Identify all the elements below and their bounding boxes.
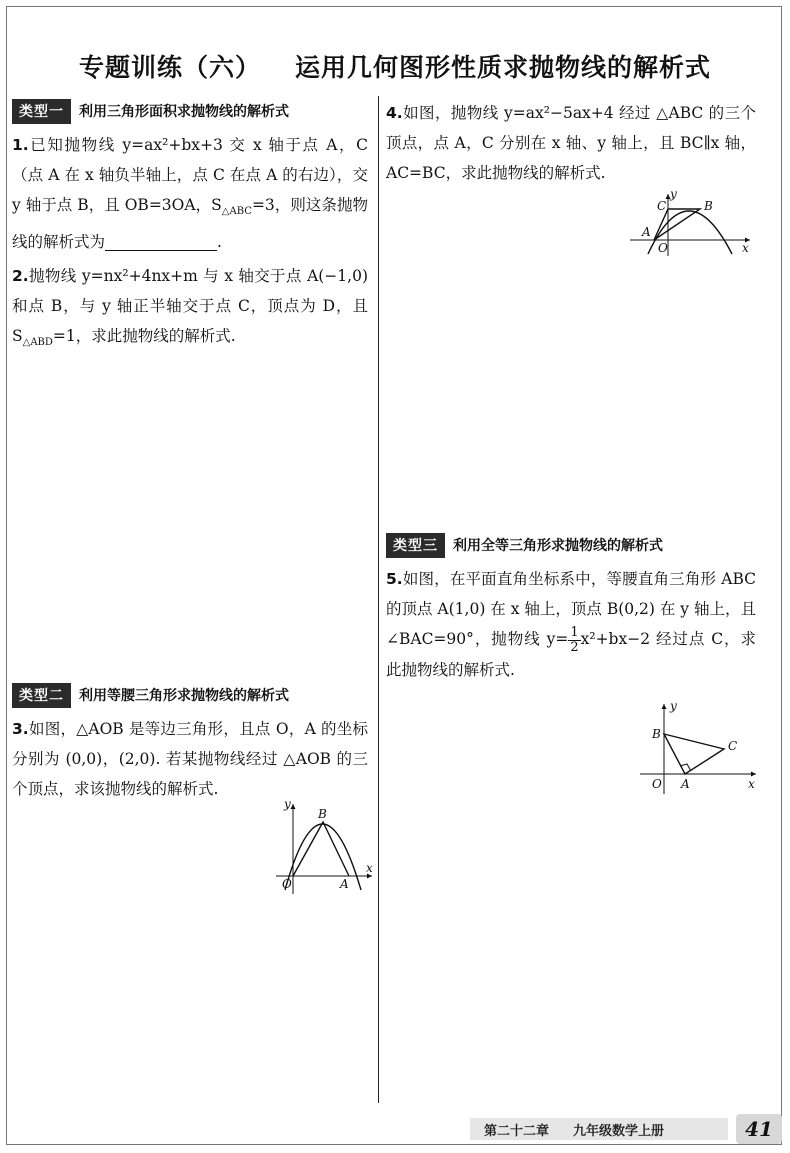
section-3-header bbox=[386, 532, 756, 558]
problem-4-number: 4. bbox=[386, 104, 403, 122]
problem-3-number: 3. bbox=[12, 720, 29, 738]
section-3-heading: 利用全等三角形求抛物线的解析式 bbox=[453, 538, 663, 554]
figure-3 bbox=[272, 798, 376, 898]
page-title bbox=[0, 48, 790, 84]
section-1-header bbox=[12, 98, 368, 124]
page-footer bbox=[470, 1113, 782, 1145]
label-o: O bbox=[652, 777, 662, 791]
right-column bbox=[386, 98, 756, 679]
problem-2-number: 2. bbox=[12, 267, 29, 286]
footer-book: 九年级数学上册 bbox=[573, 1123, 665, 1139]
label-c: C bbox=[657, 199, 667, 213]
label-x: x bbox=[366, 861, 373, 875]
problem-4-text: 如图，抛物线 y=ax²−5ax+4 经过 △ABC 的三个顶点，点 A，C 分别在 x 轴、y 轴上，且 BC∥x 轴，AC=BC，求此抛物线的解析式. bbox=[386, 104, 756, 182]
label-a: A bbox=[340, 877, 349, 891]
problem-3-text: 如图，△AOB 是等边三角形，且点 O，A 的坐标分别为 (0,0)，(2,0). 若某抛物线经过 △AOB 的三个顶点，求该抛物线的解析式. bbox=[12, 720, 368, 798]
fraction-one-half: $\frac{1}{2}$ bbox=[570, 624, 579, 655]
label-a: A bbox=[642, 225, 651, 239]
column-divider bbox=[378, 96, 379, 1103]
section-2-tag: 类型二 bbox=[12, 683, 71, 708]
parabola bbox=[285, 824, 361, 890]
section-3-tag: 类型三 bbox=[386, 533, 445, 558]
label-a: A bbox=[681, 777, 690, 791]
problem-5-text-a: 如图，在平面直角坐标系中，等腰直角三角形 ABC 的顶点 A(1,0) 在 x 轴上，顶点 B(0,2) 在 y 轴上，且 ∠BAC=90°，抛物线 y= bbox=[386, 570, 756, 648]
problem-1 bbox=[12, 130, 368, 257]
footer-bar bbox=[470, 1118, 728, 1140]
section-2-header bbox=[12, 682, 368, 708]
problem-1-text-b: =3，则这条抛物线的解析式为 bbox=[12, 196, 368, 252]
problem-2-text-a: 抛物线 y=nx²+4nx+m 与 x 轴交于点 A(−1,0) 和点 B，与 y 轴正半轴交于点 C，顶点为 D，且 S bbox=[12, 267, 368, 346]
problem-3 bbox=[12, 714, 368, 804]
section-2-heading: 利用等腰三角形求抛物线的解析式 bbox=[79, 688, 289, 704]
label-b: B bbox=[652, 727, 661, 741]
page-number: 41 bbox=[736, 1114, 782, 1144]
label-y: y bbox=[284, 798, 291, 811]
problem-1-text-a: 已知抛物线 y=ax²+bx+3 交 x 轴于点 A，C（点 A 在 x 轴负半轴上，点 C 在点 A 的右边），交 y 轴于点 B，且 OB=3OA，S bbox=[12, 136, 368, 214]
title-part1: 专题训练（六） bbox=[78, 53, 261, 82]
problem-5-number: 5. bbox=[386, 570, 403, 588]
problem-1-number: 1. bbox=[12, 136, 29, 154]
problem-1-end: . bbox=[217, 233, 222, 252]
triangle-abc bbox=[654, 209, 700, 240]
triangle-abc bbox=[664, 734, 724, 774]
label-o: O bbox=[282, 877, 292, 891]
problem-5-text-b: x²+bx−2 经过点 C，求此抛物线的解析式. bbox=[386, 630, 756, 679]
section-1-tag: 类型一 bbox=[12, 99, 71, 124]
label-x: x bbox=[742, 241, 749, 255]
problem-4 bbox=[386, 98, 756, 188]
problem-2-text-b: =1，求此抛物线的解析式. bbox=[52, 327, 236, 346]
problem-2-sub: △ABD bbox=[22, 337, 53, 349]
label-b: B bbox=[704, 199, 713, 213]
label-c: C bbox=[728, 739, 738, 753]
answer-blank[interactable] bbox=[105, 230, 217, 251]
footer-chapter: 第二十二章 bbox=[484, 1123, 550, 1139]
label-y: y bbox=[670, 699, 677, 713]
figure-5 bbox=[636, 698, 760, 802]
left-column bbox=[12, 98, 368, 798]
problem-2 bbox=[12, 261, 368, 358]
label-o: O bbox=[658, 241, 668, 255]
label-x: x bbox=[748, 777, 755, 791]
problem-1-sub: △ABC bbox=[221, 206, 252, 218]
problem-5 bbox=[386, 564, 756, 685]
section-1-heading: 利用三角形面积求抛物线的解析式 bbox=[79, 104, 289, 120]
triangle-aob bbox=[293, 822, 349, 876]
title-part2: 运用几何图形性质求抛物线的解析式 bbox=[295, 53, 712, 82]
label-b: B bbox=[318, 807, 327, 821]
figure-4 bbox=[628, 188, 754, 262]
label-y: y bbox=[670, 188, 677, 201]
